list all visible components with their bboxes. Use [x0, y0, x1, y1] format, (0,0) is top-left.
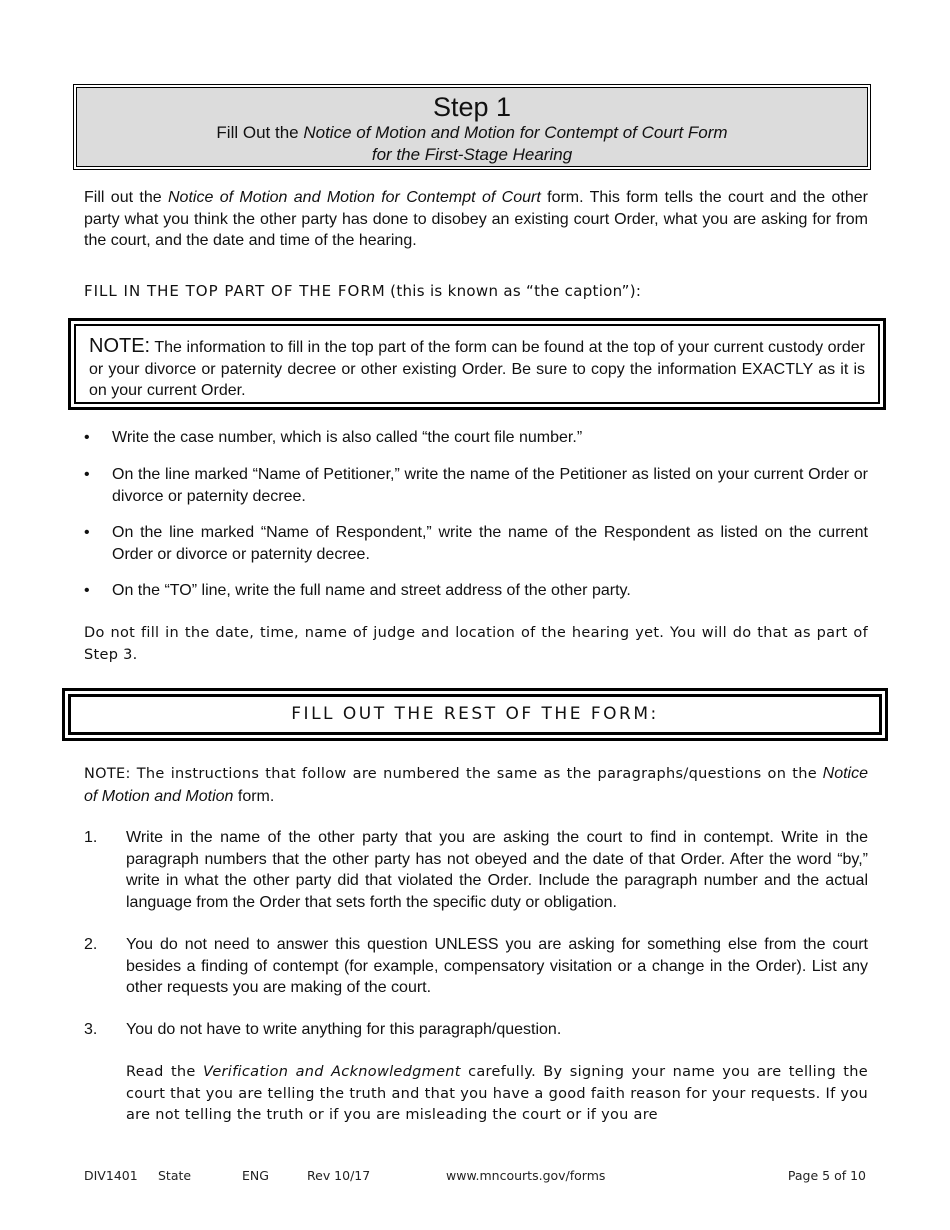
footer-rev: Rev 10/17 — [307, 1168, 371, 1183]
footer-form-id: DIV1401 — [84, 1168, 138, 1183]
verification-prefix: Read the — [126, 1064, 196, 1080]
top-part-caps: FILL IN THE TOP PART OF THE FORM — [84, 282, 386, 300]
numbered-item-2 — [84, 934, 868, 999]
numbered-item-1 — [84, 827, 868, 913]
page-footer — [0, 1168, 950, 1186]
intro-paragraph — [84, 187, 868, 252]
step-header-box — [73, 84, 871, 170]
bullet-text: Write the case number, which is also called “the court file number.” — [112, 429, 583, 446]
verification-rest: carefully. By signing your name you are telling the court that you are telling the truth and that you have a good faith reason for your requests. If you are not telling the truth or if you are misleading the court or if you are — [126, 1064, 868, 1123]
item-text: You do not have to write anything for this paragraph/question. — [126, 1021, 562, 1038]
step-subtitle-line2 — [77, 144, 867, 166]
footer-state: State — [158, 1168, 192, 1183]
step-header-inner — [76, 87, 868, 167]
bullet-icon: • — [84, 466, 90, 483]
note-label: NOTE: — [89, 335, 151, 357]
footer-page: Page 5 of 10 — [787, 1168, 866, 1183]
list-item — [84, 580, 868, 602]
bullet-icon: • — [84, 429, 90, 446]
top-part-paren: (this is known as “the caption”): — [390, 282, 642, 300]
note-inner — [74, 324, 880, 404]
item-number: 2. — [84, 936, 98, 953]
intro-rest: form. This form tells the court and the other party what you think the other party has done to disobey an existing court Order, what you are asking for from the court, and the date and time of the hearing. — [84, 189, 868, 249]
step-subtitle-italic: Notice of Motion and Motion for Contempt of Court Form — [303, 123, 728, 142]
verification-italic: Verification and Acknowledgment — [202, 1064, 461, 1080]
verification-paragraph — [126, 1062, 868, 1127]
intro-italic: Notice of Motion and Motion for Contempt of Court — [168, 189, 541, 206]
intro-prefix: Fill out the — [84, 189, 162, 206]
footer-url[interactable]: www.mncourts.gov/forms — [446, 1168, 606, 1183]
rest-heading: FILL OUT THE REST OF THE FORM: — [68, 694, 882, 735]
do-not-fill-paragraph: Do not fill in the date, time, name of judge and location of the hearing yet. You will do that as part of Step 3. — [84, 625, 868, 663]
step-subtitle-line2-text: for the First-Stage Hearing — [371, 145, 573, 164]
bullet-text: On the line marked “Name of Respondent,” write the name of the Respondent as listed on the current Order or divorce or paternity decree. — [112, 524, 868, 563]
step-subtitle — [77, 122, 867, 144]
note-box — [68, 318, 886, 410]
note-text: The information to fill in the top part of the form can be found at the top of your current custody order or your divorce or paternity decree or other existing Order. Be sure to copy the information EXACTLY as it is on your current Order. — [89, 339, 866, 399]
rest-heading-box — [62, 688, 888, 741]
bullet-text: On the line marked “Name of Petitioner,” write the name of the Petitioner as listed on your current Order or divorce or paternity decree. — [112, 466, 868, 505]
note2-italic: Notice of Motion and Motion — [84, 765, 868, 805]
numbered-item-3 — [84, 1019, 868, 1041]
step-title: Step 1 — [432, 92, 512, 122]
note2-rest: form. — [237, 787, 275, 805]
step-subtitle-prefix: Fill Out the — [216, 123, 299, 142]
note2-prefix: NOTE: The instructions that follow are numbered the same as the paragraphs/questions on the — [84, 766, 818, 782]
note2-paragraph — [84, 763, 868, 807]
list-item — [84, 464, 868, 507]
item-number: 1. — [84, 829, 98, 846]
item-number: 3. — [84, 1021, 98, 1038]
list-item — [84, 427, 868, 449]
bullet-icon: • — [84, 582, 90, 599]
bullet-text: On the “TO” line, write the full name and street address of the other party. — [112, 582, 631, 599]
list-item — [84, 522, 868, 565]
footer-lang: ENG — [242, 1168, 269, 1183]
bullet-icon: • — [84, 524, 90, 541]
item-text: Write in the name of the other party that you are asking the court to find in contempt. Write in the paragraph numbers that the other party has not obeyed and the date of that Order. After the word “by,” write in what the other party did that violated the Order. Include the paragraph number and the actual language from the Order that sets forth the specific duty or obligation. — [126, 829, 868, 911]
item-text: You do not need to answer this question UNLESS you are asking for something else from the court besides a finding of contempt (for example, compensatory visitation or a change in the Order). List any other requests you are making of the court. — [126, 936, 868, 996]
top-part-heading — [84, 281, 868, 303]
